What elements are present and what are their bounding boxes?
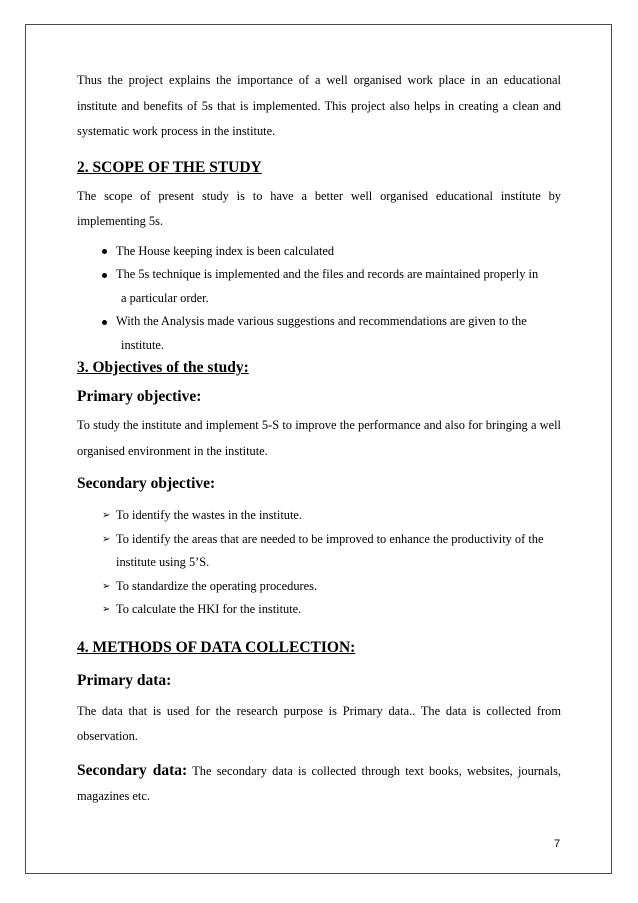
- objectives-heading: 3. Objectives of the study:: [77, 359, 249, 376]
- list-item: ➢ To calculate the HKI for the institute.: [77, 598, 561, 622]
- arrow-bullet-icon: ➢: [102, 510, 111, 521]
- primary-data-heading: Primary data:: [77, 671, 172, 689]
- list-item: ➢ To identify the wastes in the institute.: [77, 504, 561, 528]
- intro-paragraph: Thus the project explains the importance of a well organised work place in an educational institute and benefits of 5s that is implemented. This project also helps in creating a clean and systematic work process in the institute.: [77, 73, 561, 138]
- list-item: The 5s technique is implemented and the files and records are maintained properly in a particular order.: [77, 263, 561, 310]
- bullet-icon: [102, 273, 107, 278]
- list-item: ➢ To identify the areas that are needed to be improved to enhance the productivity of the institute using 5’S.: [77, 528, 561, 575]
- primary-objective-paragraph: To study the institute and implement 5-S to improve the performance and also for bringing a well organised environment in the institute.: [77, 418, 561, 458]
- scope-paragraph: The scope of present study is to have a better well organised educational institute by implementing 5s.: [77, 188, 561, 228]
- secondary-data-paragraph: Secondary data: The secondary data is collected through text books, websites, journals, magazines etc.: [77, 761, 561, 803]
- arrow-bullet-icon: ➢: [102, 533, 111, 545]
- list-item: ➢ To standardize the operating procedures.: [77, 575, 561, 599]
- secondary-data-label: Secondary data:: [77, 761, 188, 779]
- list-item: The House keeping index is been calculated: [77, 240, 561, 264]
- scope-heading: 2. SCOPE OF THE STUDY: [77, 158, 262, 176]
- bullet-icon: [102, 320, 107, 325]
- arrow-bullet-icon: ➢: [102, 580, 111, 592]
- arrow-bullet-icon: ➢: [102, 604, 111, 615]
- secondary-objective-list: [77, 504, 561, 622]
- list-item: With the Analysis made various suggestions and recommendations are given to the institute.: [77, 310, 561, 357]
- secondary-objective-heading: Secondary objective:: [77, 475, 216, 492]
- scope-bullet-list: [77, 240, 561, 358]
- primary-objective-heading: Primary objective:: [77, 388, 202, 405]
- methods-heading: 4. METHODS OF DATA COLLECTION:: [77, 638, 356, 656]
- primary-data-paragraph: The data that is used for the research purpose is Primary data.. The data is collected from observation.: [77, 703, 561, 743]
- page-content: [77, 68, 561, 810]
- bullet-icon: [102, 249, 107, 254]
- page-number: 7: [554, 838, 561, 850]
